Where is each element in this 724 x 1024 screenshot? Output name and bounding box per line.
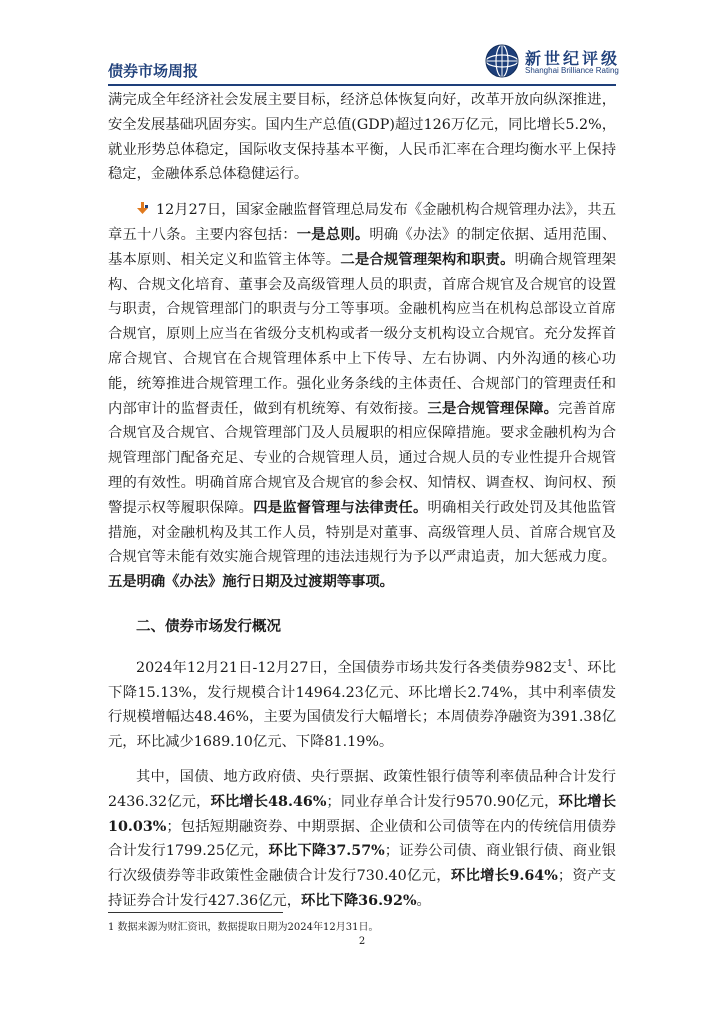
text-segment: 明确《办法》的制定依据、适用范围、基本原则、相关定义和监管主体等。 — [108, 226, 617, 268]
paragraph-issuance-overview — [108, 656, 616, 755]
logo-text-en: Shanghai Brilliance Rating — [525, 66, 619, 75]
globe-logo-icon — [485, 44, 519, 78]
bold-segment: 环比增长48.46% — [210, 793, 327, 810]
text-segment: ；资产支持证券合计发行427.36亿元， — [108, 868, 617, 909]
bold-segment: 一是总则。 — [296, 226, 370, 243]
bold-segment: 五是明确《办法》施行日期及过渡期等事项。 — [108, 574, 394, 591]
text-segment: ；同业存单合计发行9570.90亿元， — [326, 793, 559, 810]
bold-segment: 环比下降36.92% — [301, 892, 417, 909]
paragraph-compliance-measures — [108, 198, 616, 595]
header-divider — [108, 84, 616, 86]
section-heading: 二、债券市场发行概况 — [136, 617, 281, 635]
footnote-ref: 1 — [566, 658, 573, 669]
bold-segment: 环比增长10.03% — [108, 793, 617, 835]
footnote: 1 数据来源为财汇资讯，数据提取日期为2024年12月31日。 — [108, 922, 379, 933]
bold-segment: 三是合规管理保障。 — [427, 400, 559, 417]
bold-segment: 四是监督管理与法律责任。 — [253, 499, 428, 516]
text-segment: 。 — [416, 892, 431, 909]
arrow-bullet-icon — [136, 202, 152, 216]
text-segment: 12月27日，国家金融监督管理总局发布《金融机构合规管理办法》，共五章五十八条。主要内容包括： — [108, 202, 616, 243]
text-segment: ；包括短期融资券、中期票据、企业债和公司债等在内的传统信用债券合计发行1799.25亿元， — [108, 818, 616, 860]
logo-text-cn: 新世纪评级 — [525, 49, 621, 68]
page-number: 2 — [358, 936, 366, 947]
bold-segment: 环比下降37.57% — [268, 843, 385, 860]
paragraph-issuance-breakdown — [108, 765, 616, 914]
text-segment: 明确合规管理架构、合规文化培育、董事会及高级管理人员的职责，首席合规官及合规官的设置与职责，合规管理部门的职责与分工等事项。金融机构应当在机构总部设立首席合规官，原则上应当在省级分支机构或者一级分支机构设立合规官。充分发挥首席合规官、合规官在合规管理体系中上下传导、左右协调、内外沟通的核心功能，统筹推进合规管理工作。强化业务条线的主体责任、合规部门的管理责任和内部审计的监督责任，做到有机统筹、有效衔接。 — [108, 251, 617, 417]
text-segment: 其中，国债、地方政府债、央行票据、政策性银行债等利率债品种合计发行2436.32亿元， — [108, 768, 616, 810]
text-segment: 明确相关行政处罚及其他监管措施，对金融机构及其工作人员，特别是对董事、高级管理人员、首席合规官及合规官等未能有效实施合规管理的违法违规行为予以严肃追责，加大惩戒力度。 — [108, 499, 617, 566]
page-body — [108, 88, 616, 914]
bold-segment: 环比增长9.64% — [450, 868, 558, 885]
text-segment: 完善首席合规官及合规官、合规管理部门及人员履职的相应保障措施。要求金融机构为合规管理部门配备充足、专业的合规管理人员，通过合规人员的专业性提升合规管理的有效性。明确首席合规官及合规官的参会权、知情权、调查权、询问权、预警提示权等履职保障。 — [108, 400, 616, 516]
footnote-divider — [108, 912, 283, 913]
paragraph-economy-summary: 满完成全年经济社会发展主要目标，经济总体恢复向好，改革开放向纵深推进，安全发展基础巩固夯实。国内生产总值(GDP)超过126万亿元，同比增长5.2%，就业形势总体稳定，国际收支保持基本平衡，人民币汇率在合理均衡水平上保持稳定，金融体系总体稳健运行。 — [108, 92, 616, 183]
report-title: 债券市场周报 — [108, 62, 199, 80]
page-header — [0, 0, 724, 92]
text-segment: 2024年12月21日-12月27日，全国债券市场共发行各类债券982支 — [136, 659, 567, 676]
text-segment: 、环比下降15.13%，发行规模合计14964.23亿元、环比增长2.74%，其中利率债发行规模增幅达48.46%，主要为国债发行大幅增长；本周债券净融资为391.38亿元，环比减少1689.10亿元、下降81.19%。 — [108, 659, 616, 751]
text-segment: ；证券公司债、商业银行债、商业银行次级债券等非政策性金融债合计发行730.40亿元， — [108, 843, 617, 885]
bold-segment: 二是合规管理架构和职责。 — [340, 251, 515, 268]
company-logo — [485, 44, 625, 80]
